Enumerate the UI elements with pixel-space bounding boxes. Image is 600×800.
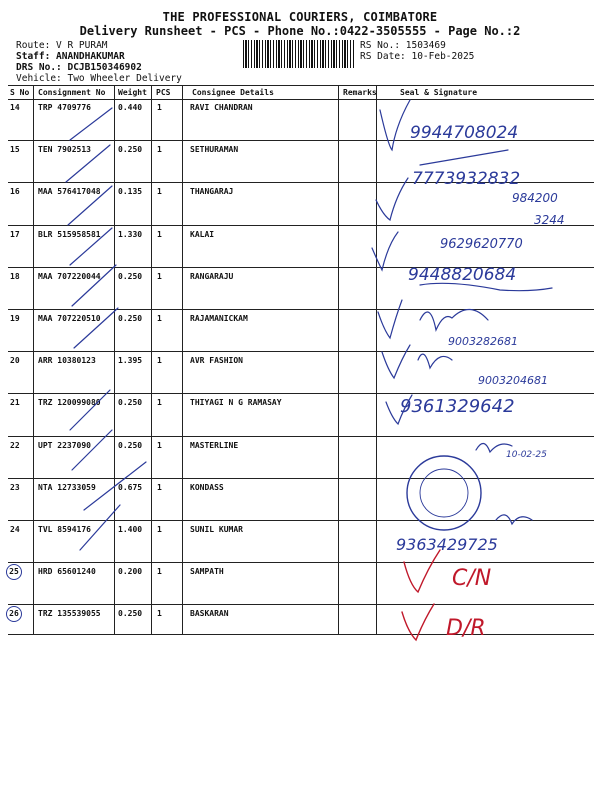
red-handwritten-note: D/R [446,616,486,641]
vehicle-label: Vehicle: Two Wheeler Delivery [16,73,182,84]
row-consignment: MAA 707220044 [38,271,101,281]
handwritten-phone: 9448820684 [408,265,517,285]
row-sno: 15 [10,145,20,155]
row-consignee: RAJAMANICKAM [190,313,248,323]
row-consignment: BLR 515958581 [38,229,101,239]
handwritten-phone: 9003282681 [448,335,518,348]
row-weight: 1.330 [118,229,143,239]
row-weight: 0.250 [118,609,143,619]
handwritten-phone: 9361329642 [400,396,515,417]
row-weight: 0.675 [118,482,143,492]
col-pcs: PCS [156,88,171,97]
row-consignment: TRP 4709776 [38,103,91,112]
company-title: THE PROFESSIONAL COURIERS, COIMBATORE [162,10,438,24]
table-row [8,605,594,646]
rs-date: RS Date: 10-Feb-2025 [360,51,475,62]
row-consignee: AVR FASHION [190,356,243,366]
table-row [8,141,594,183]
row-sno [10,609,22,622]
handwritten-phone: 984200 [512,191,558,205]
row-consignee: SETHURAMAN [190,145,239,155]
table-row [8,352,594,394]
row-weight: 0.135 [118,187,143,197]
col-consignment: Consignment No [38,88,106,97]
col-sno: S No [10,88,30,97]
row-weight: 1.395 [118,356,143,366]
table-row [8,479,594,521]
row-sno [10,567,22,580]
handwritten-phone: 3244 [534,213,565,227]
col-consignee: Consignee Details [192,88,274,97]
row-consignment: TVL 8594176 [38,524,91,534]
barcode-image [243,40,355,68]
row-consignee: SUNIL KUMAR [190,524,243,534]
row-pcs: 1 [157,356,162,366]
row-consignee: KALAI [190,229,215,239]
row-sno: 23 [10,482,20,492]
row-weight: 0.250 [118,398,143,408]
handwritten-phone: 9003204681 [478,374,548,387]
table-row [8,310,594,352]
row-weight: 0.440 [118,103,143,112]
rs-number: RS No.: 1503469 [360,40,446,51]
col-weight: Weight [118,88,147,97]
row-consignment: MAA 707220510 [38,313,101,323]
row-consignee: THIYAGI N G RAMASAY [190,398,282,408]
runsheet-subtitle: Delivery Runsheet - PCS - Phone No.:0422-3505555 - Page No.:2 [79,24,521,38]
col-remarks: Remarks [343,88,377,97]
row-sno: 21 [10,398,20,408]
row-weight: 1.400 [118,524,143,534]
row-pcs: 1 [157,229,162,239]
table-row [8,268,594,310]
runsheet-table [8,85,594,635]
row-pcs: 1 [157,313,162,323]
row-consignment: UPT 2237090 [38,440,91,450]
handwritten-phone: 9363429725 [396,535,498,554]
handwritten-phone: 9944708024 [410,123,519,143]
row-sno: 14 [10,103,20,112]
table-row [8,521,594,563]
row-pcs: 1 [157,145,162,155]
row-weight: 0.250 [118,440,143,450]
row-consignment: TRZ 120099080 [38,398,101,408]
row-consignee: RAVI CHANDRAN [190,103,253,112]
row-weight: 0.250 [118,313,143,323]
table-row [8,226,594,268]
table-body [8,99,594,646]
table-row [8,563,594,605]
table-row [8,99,594,141]
row-pcs: 1 [157,524,162,534]
row-pcs: 1 [157,567,162,577]
sno-circle: 25 [6,564,22,580]
row-consignment: NTA 12733059 [38,482,96,492]
row-pcs: 1 [157,187,162,197]
row-consignment: ARR 10380123 [38,356,96,366]
row-consignee: SAMPATH [190,567,224,577]
row-consignee: RANGARAJU [190,271,234,281]
row-sno: 16 [10,187,20,197]
table-header [8,86,594,100]
row-sno: 24 [10,524,20,534]
staff-label: Staff: ANANDHAKUMAR [16,51,125,62]
row-sno: 17 [10,229,20,239]
row-weight: 0.250 [118,145,143,155]
col-seal: Seal & Signature [400,88,478,97]
row-sno: 20 [10,356,20,366]
row-sno: 22 [10,440,20,450]
row-weight: 0.250 [118,271,143,281]
row-consignee: MASTERLINE [190,440,239,450]
red-handwritten-note: C/N [452,566,492,591]
row-pcs: 1 [157,609,162,619]
row-consignee: KONDASS [190,482,224,492]
table-row [8,183,594,225]
table-row [8,437,594,479]
row-consignment: TRZ 135539055 [38,609,101,619]
drs-label: DRS No.: DCJB150346902 [16,62,142,73]
row-pcs: 1 [157,103,162,112]
table-row [8,394,594,436]
handwritten-date: 10-02-25 [506,450,547,460]
handwritten-phone: 9629620770 [440,237,523,252]
route-label: Route: V R PURAM [16,40,108,51]
row-consignment: TEN 7902513 [38,145,91,155]
row-pcs: 1 [157,440,162,450]
row-sno: 19 [10,313,20,323]
row-pcs: 1 [157,271,162,281]
row-consignee: BASKARAN [190,609,229,619]
handwritten-phone: 7773932832 [412,169,521,189]
row-consignment: MAA 576417048 [38,187,101,197]
row-sno: 18 [10,271,20,281]
sno-circle: 26 [6,606,22,622]
row-pcs: 1 [157,482,162,492]
row-weight: 0.200 [118,567,143,577]
row-consignee: THANGARAJ [190,187,234,197]
row-pcs: 1 [157,398,162,408]
row-consignment: HRD 65601240 [38,567,96,577]
